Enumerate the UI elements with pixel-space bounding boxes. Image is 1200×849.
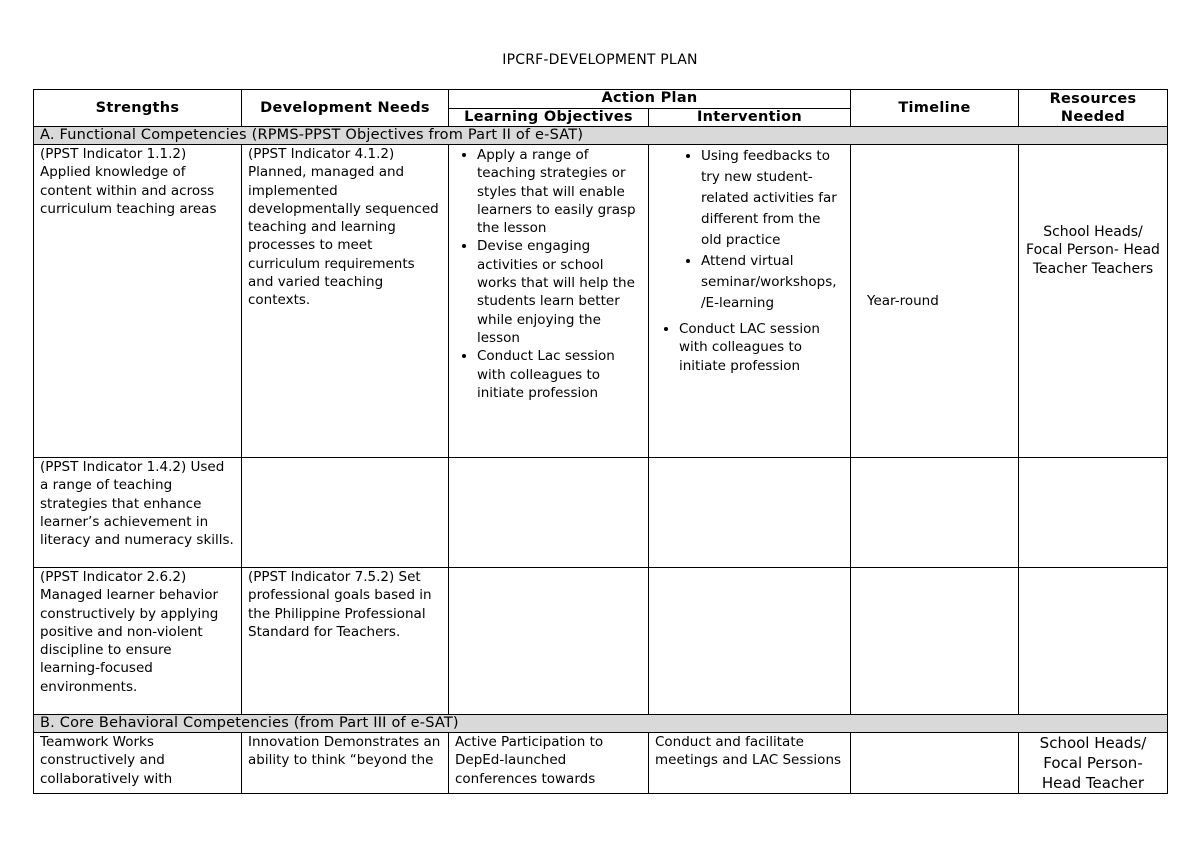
learning-objectives-cell [449,145,649,458]
resources-cell: School Heads/ Focal Person- Head Teacher Teachers [1019,145,1168,458]
timeline-cell [851,733,1019,794]
table-row [34,458,1168,568]
strengths-cell: Teamwork Works constructively and collaboratively with [34,733,242,794]
list-item: • Apply a range of teaching strategies or styles that will enable learners to easily grasp the lesson [477,146,642,237]
intervention-list-b [655,320,844,375]
timeline-cell: Year-round [851,145,1019,458]
header-strengths: Strengths [34,90,242,127]
list-item: • Attend virtual seminar/workshops, /E-learning [701,251,840,314]
intervention-cell [649,145,851,458]
intervention-list [655,146,844,314]
intervention-cell: Conduct and facilitate meetings and LAC Sessions [649,733,851,794]
header-timeline: Timeline [851,90,1019,127]
strengths-cell: (PPST Indicator 1.4.2) Used a range of teaching strategies that enhance learner’s achievement in literacy and numeracy skills. [34,458,242,568]
intervention-cell [649,458,851,568]
development-needs-cell: Innovation Demonstrates an ability to think “beyond the [242,733,449,794]
development-plan-table [33,89,1168,794]
section-a-row [34,127,1168,145]
development-needs-cell: (PPST Indicator 4.1.2) Planned, managed and implemented developmentally sequenced teaching and learning processes to meet curriculum requirements and varied teaching contexts. [242,145,449,458]
learning-objectives-cell [449,568,649,715]
list-item: • Conduct Lac session with colleagues to initiate profession [477,347,642,402]
development-needs-cell: (PPST Indicator 7.5.2) Set professional goals based in the Philippine Professional Standard for Teachers. [242,568,449,715]
section-a-title: A. Functional Competencies (RPMS-PPST Objectives from Part II of e-SAT) [34,127,1168,145]
document-title: IPCRF-DEVELOPMENT PLAN [502,52,698,68]
header-intervention: Intervention [649,108,851,127]
learning-objectives-cell [449,458,649,568]
table-row [34,568,1168,715]
development-needs-cell [242,458,449,568]
strengths-cell: (PPST Indicator 1.1.2) Applied knowledge of content within and across curriculum teaching areas [34,145,242,458]
table-row [34,733,1168,794]
list-item: • Devise engaging activities or school works that will help the students learn better while enjoying the lesson [477,237,642,347]
table-row [34,145,1168,458]
header-row [34,90,1168,109]
learning-objectives-cell: Active Participation to DepEd-launched conferences towards [449,733,649,794]
section-b-title: B. Core Behavioral Competencies (from Part III of e-SAT) [34,715,1168,733]
header-action-plan: Action Plan [449,90,851,109]
timeline-cell [851,458,1019,568]
learning-objectives-list [459,146,642,402]
list-item: • Conduct LAC session with colleagues to initiate profession [679,320,844,375]
header-learning-objectives: Learning Objectives [449,108,649,127]
resources-cell [1019,458,1168,568]
header-development-needs: Development Needs [242,90,449,127]
section-b-row [34,715,1168,733]
header-resources-needed: Resources Needed [1019,90,1168,127]
intervention-cell [649,568,851,715]
resources-cell [1019,568,1168,715]
list-item: • Using feedbacks to try new student-related activities far different from the old practice [701,146,840,251]
timeline-cell [851,568,1019,715]
resources-cell: School Heads/ Focal Person- Head Teacher [1019,733,1168,794]
strengths-cell: (PPST Indicator 2.6.2) Managed learner behavior constructively by applying positive and non-violent discipline to ensure learning-focused environments. [34,568,242,715]
